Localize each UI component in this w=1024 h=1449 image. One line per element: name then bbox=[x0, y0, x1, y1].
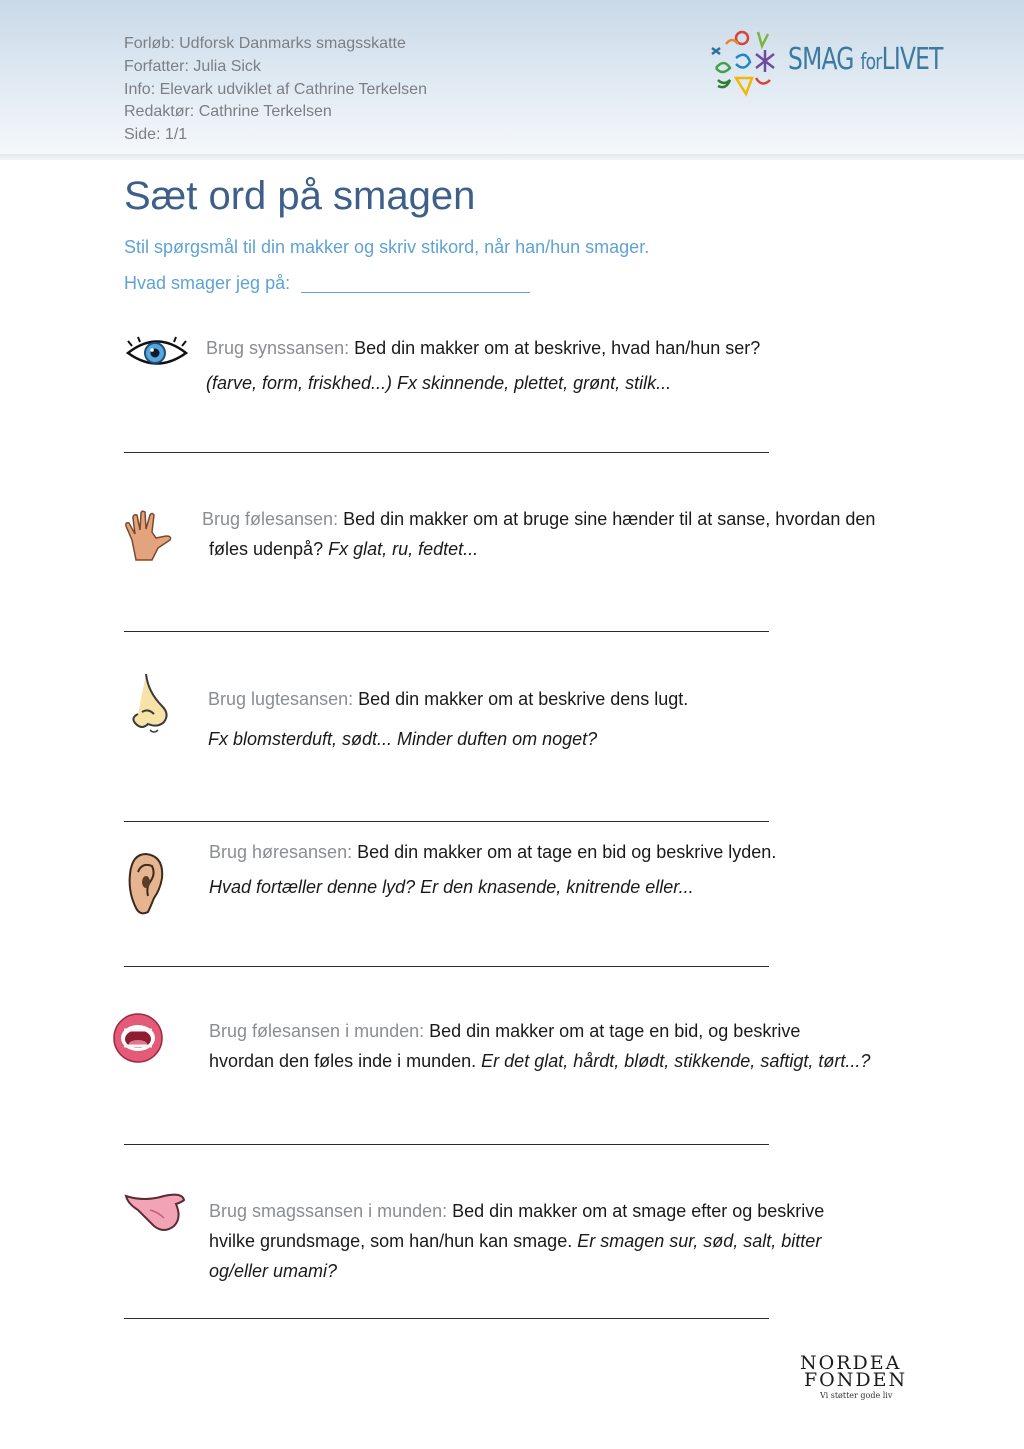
smag-for-livet-logo bbox=[706, 28, 946, 100]
sense-label: Brug følesansen i munden: bbox=[209, 1021, 425, 1041]
document-meta bbox=[124, 33, 427, 147]
instruction-text: Stil spørgsmål til din makker og skriv stikord, når han/hun smager. bbox=[124, 237, 650, 257]
sense-examples-continued: og/eller umami? bbox=[209, 1261, 338, 1281]
sense-examples: Er det glat, hårdt, blødt, stikkende, saftigt, tørt...? bbox=[481, 1051, 871, 1071]
sense-question: hvordan den føles inde i munden. bbox=[209, 1051, 482, 1071]
sense-label: Brug smagssansen i munden: bbox=[209, 1201, 448, 1221]
meta-editor: Redaktør: Cathrine Terkelsen bbox=[124, 103, 332, 121]
header-divider bbox=[0, 154, 1024, 160]
meta-page: Side: 1/1 bbox=[124, 126, 188, 144]
logo-wordmark: SMAG forLIVET bbox=[788, 42, 943, 77]
nose-icon bbox=[128, 672, 174, 734]
answer-line-sight[interactable] bbox=[124, 452, 769, 453]
sense-examples: Fx glat, ru, fedtet... bbox=[328, 539, 479, 559]
logo-tagline: Vi støtter gode liv bbox=[820, 1391, 893, 1400]
answer-line-mouth-feel[interactable] bbox=[124, 1144, 769, 1145]
meta-author: Forfatter: Julia Sick bbox=[124, 57, 261, 75]
hand-icon bbox=[122, 510, 178, 564]
ear-icon bbox=[126, 852, 166, 916]
sense-label: Brug lugtesansen: bbox=[208, 689, 354, 709]
sense-mouth-feel bbox=[209, 1016, 870, 1076]
sense-instruction: Bed din makker om at beskrive, hvad han/hun ser? bbox=[349, 338, 761, 358]
food-answer-line[interactable] bbox=[301, 292, 530, 293]
sense-examples: (farve, form, friskhed...) Fx skinnende, plettet, grønt, stilk... bbox=[206, 373, 672, 393]
answer-line-hearing[interactable] bbox=[124, 966, 769, 967]
sense-instruction: Bed din makker om at tage en bid, og beskrive bbox=[424, 1021, 801, 1041]
sense-taste bbox=[209, 1196, 824, 1286]
sense-examples: Hvad fortæller denne lyd? Er den knasende, knitrende eller... bbox=[209, 877, 694, 897]
meta-course: Forløb: Udforsk Danmarks smagsskatte bbox=[124, 35, 406, 52]
sense-instruction: Bed din makker om at tage en bid og beskrive lyden. bbox=[352, 842, 777, 862]
eye-icon bbox=[126, 336, 188, 370]
sense-instruction: Bed din makker om at bruge sine hænder til at sanse, hvordan den bbox=[338, 509, 876, 529]
logo-line-nordea: NORDEA bbox=[800, 1352, 902, 1374]
sense-question: føles udenpå? bbox=[209, 539, 329, 559]
sense-smell bbox=[208, 684, 688, 754]
page-title: Sæt ord på smagen bbox=[124, 174, 476, 218]
food-question-label: Hvad smager jeg på: bbox=[124, 273, 291, 293]
answer-line-touch[interactable] bbox=[124, 631, 769, 632]
sense-instruction: Bed din makker om at smage efter og beskrive bbox=[447, 1201, 825, 1221]
logo-line-fonden: FONDEN bbox=[804, 1369, 908, 1391]
sense-examples: Fx blomsterduft, sødt... Minder duften om noget? bbox=[208, 729, 598, 749]
sense-examples: Er smagen sur, sød, salt, bitter bbox=[577, 1231, 822, 1251]
logo-food-icon bbox=[706, 28, 782, 100]
sense-sight bbox=[206, 333, 760, 398]
meta-info: Info: Elevark udviklet af Cathrine Terkelsen bbox=[124, 80, 427, 98]
tongue-icon bbox=[124, 1192, 186, 1234]
sense-instruction: Bed din makker om at beskrive dens lugt. bbox=[353, 689, 689, 709]
sense-question: hvilke grundsmage, som han/hun kan smage. bbox=[209, 1231, 578, 1251]
sense-label: Brug synssansen: bbox=[206, 338, 350, 358]
mouth-icon bbox=[112, 1012, 164, 1064]
nordea-fonden-logo bbox=[800, 1352, 910, 1405]
sense-label: Brug høresansen: bbox=[209, 842, 353, 862]
answer-line-taste[interactable] bbox=[124, 1318, 769, 1319]
sense-label: Brug følesansen: bbox=[202, 509, 339, 529]
sense-touch bbox=[202, 504, 875, 564]
sense-hearing bbox=[209, 837, 776, 902]
answer-line-smell[interactable] bbox=[124, 821, 769, 822]
